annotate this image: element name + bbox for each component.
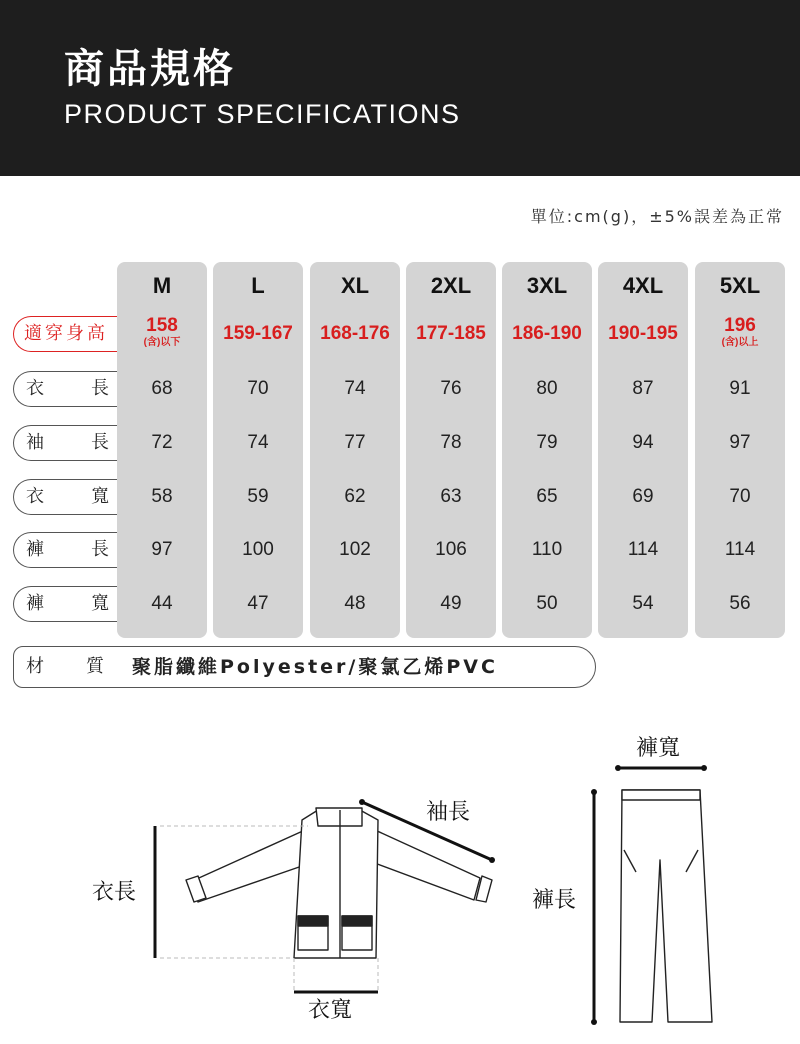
table-cell: 70 [247,378,269,399]
table-cell: 58 [151,486,173,507]
table-cell: 79 [536,432,558,453]
table-cell: 100 [242,539,274,560]
size-header-l: L [251,273,265,298]
table-cell: 69 [632,486,654,507]
height-value: 168-176 [320,323,390,344]
page-subtitle: PRODUCT SPECIFICATIONS [64,99,461,129]
row-label-char-2: 長 [91,539,109,560]
row-label-char-1: 衣 [26,378,44,399]
label-jacket-width: 衣寬 [308,998,353,1023]
size-header-2xl: 2XL [430,273,472,298]
row-label-char-2: 長 [91,378,109,399]
size-header-5xl: 5XL [719,273,761,298]
size-header-4xl: 4XL [622,273,664,298]
table-cell: 94 [632,432,654,453]
table-cell: 49 [440,593,462,614]
row-label-char-1: 袖 [26,432,44,453]
row-label [13,479,117,515]
table-cell: 44 [151,593,173,614]
label-jacket-length: 衣長 [92,880,137,905]
table-cell: 102 [339,539,371,560]
row-label [13,425,117,461]
table-cell: 114 [724,539,756,560]
height-value: 158 [146,315,178,336]
height-cell [695,316,785,352]
table-cell: 72 [151,432,173,453]
material-label-1: 材 [26,656,44,677]
table-cell: 106 [435,539,467,560]
label-pants-length: 褲長 [532,888,577,913]
row-label [13,371,117,407]
pants-illustration [620,790,712,1022]
table-cell: 54 [632,593,654,614]
table-cell: 65 [536,486,558,507]
row-label-height-text: 適穿身高 [24,323,108,344]
table-cell: 78 [440,432,462,453]
height-value: 177-185 [416,323,486,344]
material-label-2: 質 [86,656,104,677]
size-header-m: M [152,273,172,298]
table-cell: 68 [151,378,173,399]
row-label [13,532,117,568]
table-cell: 70 [729,486,751,507]
table-cell: 48 [344,593,366,614]
material-row [13,646,596,688]
size-header-3xl: 3XL [526,273,568,298]
size-header-xl: XL [340,273,370,298]
height-value: 186-190 [512,323,582,344]
material-value: 聚脂纖維Polyester/聚氯乙烯PVC [132,656,498,678]
jacket-illustration [186,808,492,958]
table-cell: 77 [344,432,366,453]
table-cell: 91 [729,378,751,399]
table-cell: 76 [440,378,462,399]
table-cell: 50 [536,593,558,614]
table-cell: 110 [531,539,563,560]
height-value: 159-167 [223,323,293,344]
table-cell: 97 [151,539,173,560]
table-cell: 47 [247,593,269,614]
table-cell: 74 [344,378,366,399]
height-note: (含)以上 [721,337,759,348]
table-cell: 97 [729,432,751,453]
label-sleeve-length: 袖長 [426,800,471,825]
table-cell: 63 [440,486,462,507]
height-cell [117,316,207,352]
page-title: 商品規格 [64,46,236,92]
row-label-char-1: 褲 [26,593,44,614]
row-label-char-2: 寬 [91,486,109,507]
row-label-height [13,316,117,352]
height-value: 190-195 [608,323,678,344]
row-label [13,586,117,622]
table-cell: 74 [247,432,269,453]
table-cell: 114 [627,539,659,560]
row-label-char-1: 褲 [26,539,44,560]
row-label-char-2: 長 [91,432,109,453]
table-cell: 59 [247,486,269,507]
height-value: 196 [724,315,756,336]
unit-note: 單位:cm(g)，±5%誤差為正常 [530,207,784,226]
table-cell: 62 [344,486,366,507]
table-cell: 80 [536,378,558,399]
row-label-char-1: 衣 [26,486,44,507]
table-cell: 56 [729,593,751,614]
label-pants-width: 褲寬 [636,736,681,761]
table-cell: 87 [632,378,654,399]
header-banner [0,0,800,176]
height-note: (含)以下 [143,337,181,348]
row-label-char-2: 寬 [91,593,109,614]
